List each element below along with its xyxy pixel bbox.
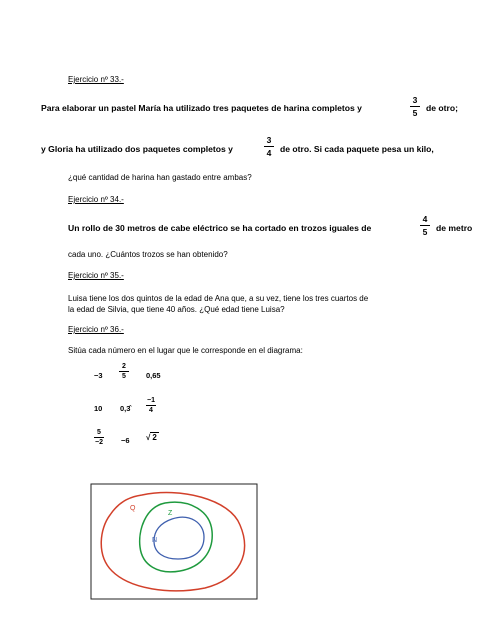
fraction-bar bbox=[264, 146, 274, 147]
number-0-65: 0,65 bbox=[146, 371, 161, 380]
ex34-line1: Un rollo de 30 metros de cabe eléctrico se ha cortado en trozos iguales de bbox=[68, 223, 372, 233]
ex33-line1: Para elaborar un pastel María ha utilizado tres paquetes de harina completos y bbox=[41, 103, 362, 113]
ex36-instruction: Sitúa cada número en el lugar que le corresponde en el diagrama: bbox=[68, 346, 303, 355]
fraction-numerator: −1 bbox=[147, 397, 155, 404]
ex34-line1-end: de metro bbox=[436, 223, 473, 233]
ex33-fraction-1 bbox=[410, 95, 420, 118]
ex35-line2: la edad de Silvia, que tiene 40 años. ¿Qué edad tiene Luisa? bbox=[68, 305, 285, 314]
fraction-bar bbox=[119, 371, 129, 372]
label-n: N bbox=[152, 537, 158, 544]
set-q-boundary bbox=[101, 493, 244, 591]
ex34-heading: Ejercicio nº 34.- bbox=[68, 195, 124, 204]
ex33-heading: Ejercicio nº 33.- bbox=[68, 75, 124, 84]
ex33-line2-end: de otro. Si cada paquete pesa un kilo, bbox=[280, 144, 434, 154]
ex33-line2: y Gloria ha utilizado dos paquetes completos y bbox=[41, 144, 233, 154]
ex33-fraction-2 bbox=[264, 135, 274, 158]
ex34-fraction bbox=[420, 214, 430, 237]
number-minus-3: −3 bbox=[94, 371, 103, 380]
ex34-line2: cada uno. ¿Cuántos trozos se han obtenido? bbox=[68, 250, 228, 259]
sqrt-symbol: √ bbox=[146, 433, 151, 442]
fraction-bar bbox=[420, 225, 430, 226]
number-sets-diagram bbox=[90, 483, 258, 600]
number-10: 10 bbox=[94, 404, 103, 413]
set-z-boundary bbox=[140, 502, 213, 572]
number-0-3-periodic: 0,3̂ bbox=[120, 404, 131, 413]
fraction-minus-1-4 bbox=[146, 397, 156, 414]
ex33-line3: ¿qué cantidad de harina han gastado entre ambas? bbox=[68, 173, 252, 182]
ex34-frac-den: 5 bbox=[422, 227, 428, 237]
fraction-5-minus-2 bbox=[94, 429, 104, 446]
fraction-numerator: 2 bbox=[122, 363, 126, 370]
diagram-frame bbox=[91, 484, 257, 599]
ex35-line1: Luisa tiene los dos quintos de la edad de Ana que, a su vez, tiene los tres cuartos de bbox=[68, 294, 369, 303]
fraction-denominator: 4 bbox=[149, 407, 153, 414]
fraction-denominator: 5 bbox=[122, 373, 126, 380]
ex33-frac1-num: 3 bbox=[412, 95, 418, 105]
sqrt-2 bbox=[146, 433, 159, 442]
ex33-frac2-num: 3 bbox=[266, 135, 272, 145]
label-z: Z bbox=[168, 510, 173, 517]
ex33-line1-end: de otro; bbox=[426, 103, 458, 113]
sqrt-radicand: 2 bbox=[152, 433, 157, 442]
ex33-frac1-den: 5 bbox=[412, 108, 418, 118]
fraction-bar bbox=[410, 106, 420, 107]
number-minus-6: −6 bbox=[121, 436, 130, 445]
label-q: Q bbox=[130, 505, 136, 512]
ex35-heading: Ejercicio nº 35.- bbox=[68, 271, 124, 280]
fraction-2-5 bbox=[119, 363, 129, 380]
ex34-frac-num: 4 bbox=[422, 214, 428, 224]
fraction-denominator: −2 bbox=[95, 439, 103, 446]
fraction-numerator: 5 bbox=[97, 429, 101, 436]
fraction-bar bbox=[146, 405, 156, 406]
set-n-boundary bbox=[154, 517, 204, 559]
ex33-frac2-den: 4 bbox=[266, 148, 272, 158]
ex36-heading: Ejercicio nº 36.- bbox=[68, 325, 124, 334]
fraction-bar bbox=[94, 437, 104, 438]
